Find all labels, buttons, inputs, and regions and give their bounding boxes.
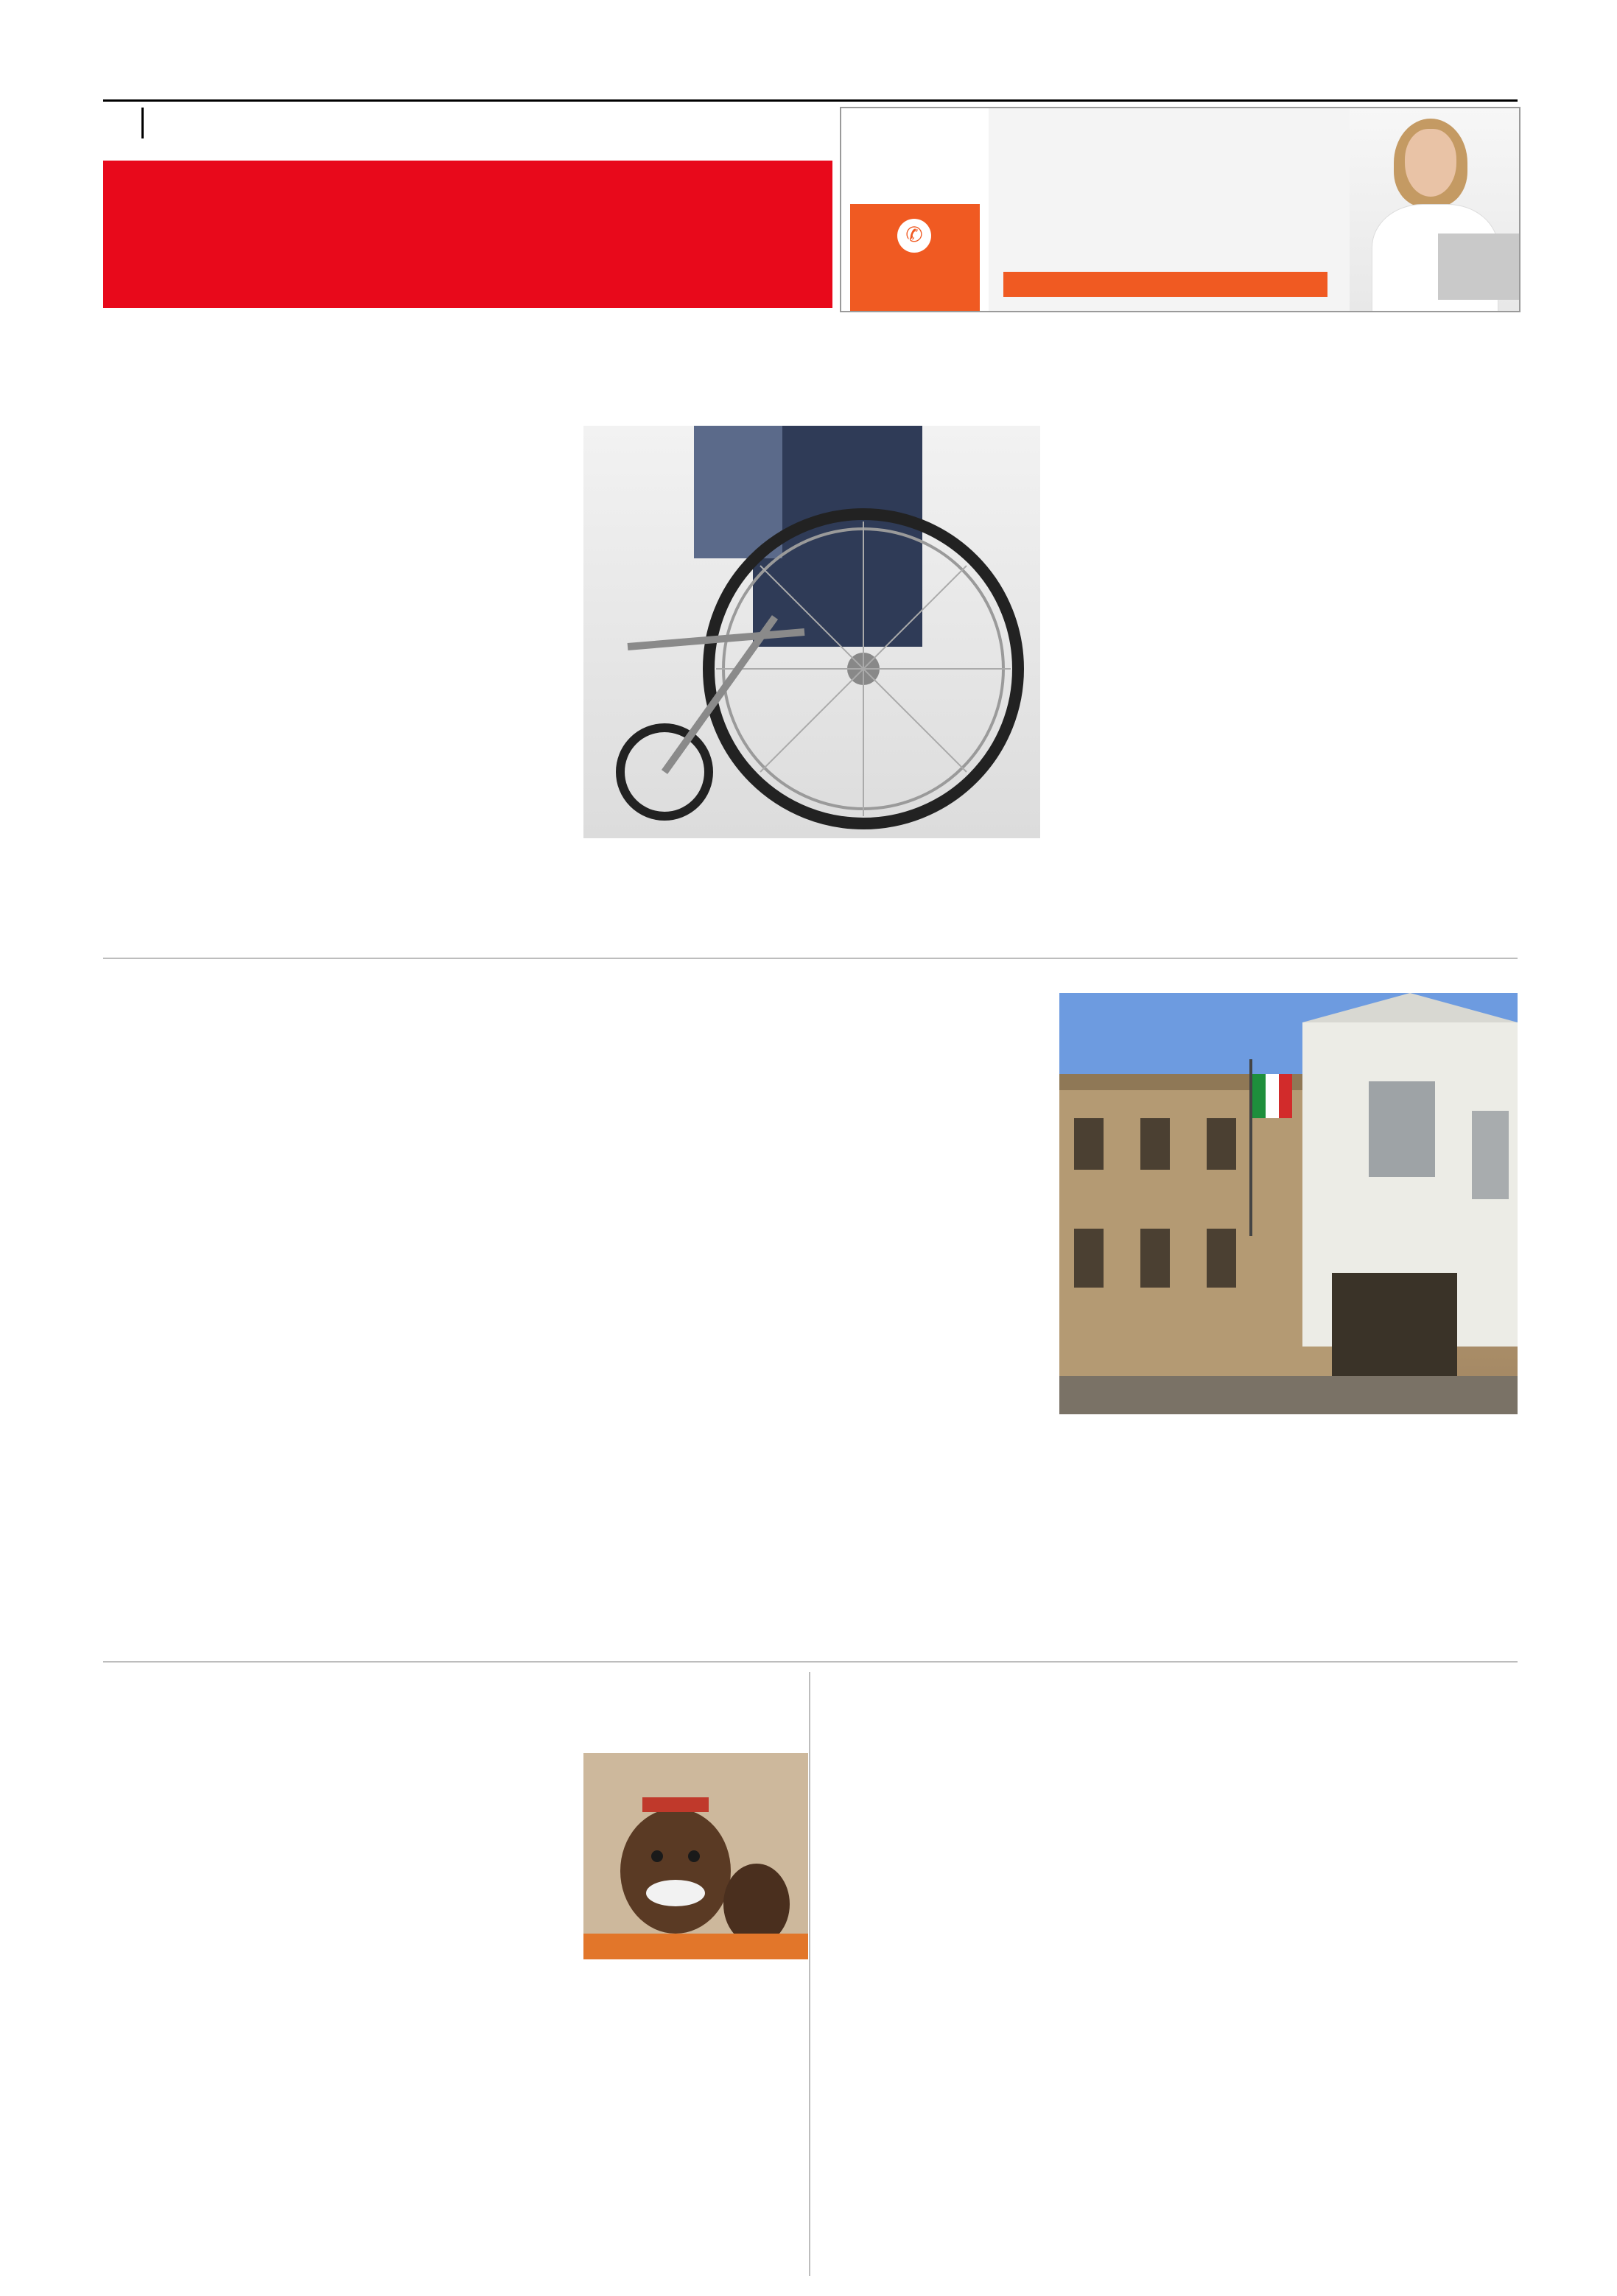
column-divider [809, 1672, 810, 2276]
ad-photo [1350, 108, 1519, 311]
header-rule [103, 99, 1518, 102]
header-divider [141, 108, 144, 138]
ad-photo-face [1405, 129, 1456, 197]
building-illustration [1059, 993, 1518, 1414]
wheelchair-illustration [583, 426, 1040, 838]
section-banner [103, 161, 832, 308]
child-illustration [583, 1753, 808, 1959]
child-photo [583, 1753, 808, 1959]
building-photo [1059, 993, 1518, 1414]
phone-box [850, 204, 980, 311]
section-divider [103, 958, 1518, 959]
laptop-icon [1438, 234, 1519, 300]
wheelchair-photo [583, 426, 1040, 838]
section-divider [103, 1661, 1518, 1663]
ad-brand-panel [841, 108, 989, 311]
advertisement[interactable] [840, 107, 1520, 312]
phone-icon: ✆ [897, 219, 931, 253]
ad-footer-bar [1003, 272, 1327, 297]
